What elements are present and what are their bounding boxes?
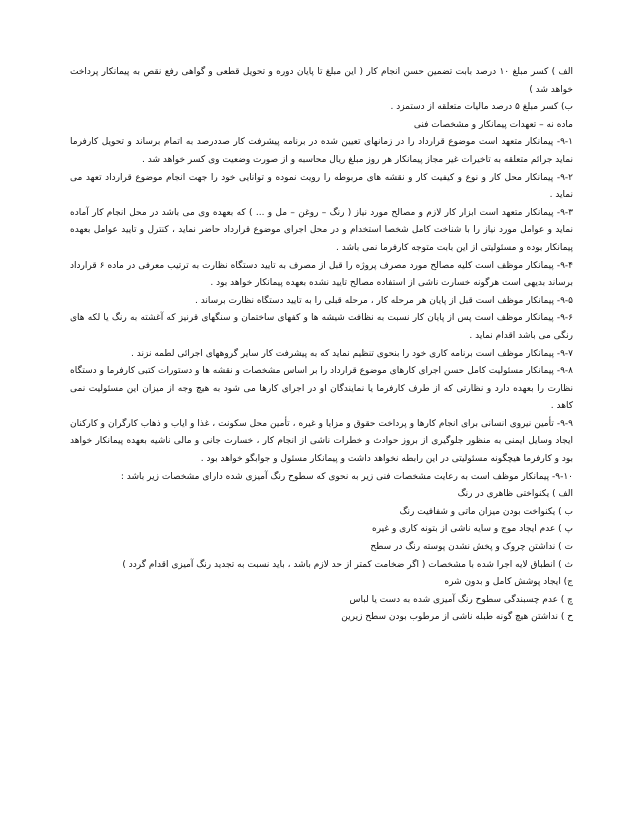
spec-item-che: چ ) عدم چسبندگی سطوح رنگ آمیزی شده به دست یا لباس	[349, 594, 573, 605]
clause-9-5: ۹-۵- پیمانکار موظف است قبل از پایان هر مرحله کار ، مرحله قبلی را به تایید دستگاه نظارت برساند .	[194, 295, 573, 306]
clause-9-3: ۹-۳- پیمانکار متعهد است ابزار کار لازم و مصالح مورد نیاز ( رنگ – روغن – مل و ... ) که بعهده وی می باشد در محل انجام کار آماده نماید و عوامل مورد نیاز را با شناخت کامل شخصا استخدام و در محل اجرای موضوع قرارداد حاضر نماید ، کنترل و تایید عوامل بعهده پیمانکار بوده و مسئولیتی از این بابت متوجه کارفرما نمی باشد .	[70, 207, 573, 253]
article-nine-heading: ماده نه – تعهدات پیمانکار و مشخصات فنی	[413, 119, 573, 130]
spec-item-be: ب ) یکنواخت بودن میزان ماتی و شفافیت رنگ	[399, 506, 573, 517]
spec-item-he: ح ) نداشتن هیچ گونه طبله ناشی از مرطوب بودن سطح زیرین	[341, 612, 573, 623]
spec-item-se: ث ) انطباق لایه اجرا شده با مشخصات ( اگر ضخامت کمتر از حد لازم باشد ، باید نسبت به تجدید رنگ آمیزی اقدام گردد )	[122, 559, 573, 570]
clause-9-1: ۹-۱- پیمانکار متعهد است موضوع قرارداد را در زمانهای تعیین شده در برنامه پیشرفت کار صددرصد به اتمام برساند و تحویل کارفرما نماید جرائم متعلقه به تاخیرات غیر مجاز پیمانکار هر روز مبلغ ریال محاسبه و از صورت وضعیت وی کسر خواهد شد .	[70, 137, 573, 165]
clause-9-7: ۹-۷- پیمانکار موظف است برنامه کاری خود را بنحوی تنظیم نماید که به پیشرفت کار سایر گروههای اجرائی لطمه نزند .	[131, 348, 573, 359]
paragraph-tax-deduction: ب) کسر مبلغ ۵ درصد مالیات متعلقه از دستمزد .	[390, 102, 573, 113]
clause-9-4: ۹-۴- پیمانکار موظف است کلیه مصالح مورد مصرف پروژه را قبل از مصرف به تایید دستگاه نظارت به ترتیب معرفی در ماده ۶ قرارداد برساند بدیهی است هرگونه خسارت ناشی از استفاده مصالح تایید نشده بعهده پیمانکار خواهد بود .	[70, 260, 573, 289]
document-body	[70, 64, 573, 627]
clause-9-9: ۹-۹- تأمین نیروی انسانی برای انجام کارها و پرداخت حقوق و مزایا و غیره ، تأمین محل سکونت ، غذا و ایاب و ذهاب کارگران و کارکنان ایجاد وسایل ایمنی به منظور جلوگیری از بروز حوادث و خطرات ناشی از انجام کار ، خسارت جانی و مالی ناشیه بعهده پیمانکار خواهد بود و کارفرما هیچگونه مسئولیتی در این رابطه نخواهد داشت و پیمانکار مسئول و جوابگو خواهد بود .	[70, 418, 573, 465]
spec-item-jim: ج) ایجاد پوشش کامل و بدون شره	[444, 577, 573, 588]
spec-item-te: ت ) نداشتن چروک و پخش نشدن پوسته رنگ در سطح	[370, 542, 573, 553]
spec-item-pe: پ ) عدم ایجاد موج و سایه ناشی از بتونه کاری و غیره	[372, 524, 573, 535]
clause-9-2: ۹-۲- پیمانکار محل کار و نوع و کیفیت کار و نقشه های مربوطه را رویت نموده و توانایی خود را جهت انجام موضوع قرارداد تعهد می نماید .	[70, 172, 573, 201]
spec-item-alef: الف ) یکنواختی ظاهری در رنگ	[457, 489, 573, 500]
clause-9-6: ۹-۶- پیمانکار موظف است پس از پایان کار نسبت به نظافت شیشه ها و کفهای ساختمان و سنگهای قرنیز که آغشته به رنگ یا لکه های رنگی می باشد اقدام نماید .	[70, 313, 573, 341]
clause-9-8: ۹-۸- پیمانکار مسئولیت کامل حسن اجرای کارهای موضوع قرارداد را بر اساس مشخصات و نقشه ها و دستورات کتبی کارفرما و دستگاه نظارت را بعهده دارد و نظارتی که از طرف کارفرما یا نمایندگان او در اجرای کارها می شود به هیچ وجه از میزان این مسئولیت نمی کاهد .	[70, 366, 573, 412]
clause-9-10: ۹-۱۰- پیمانکار موظف است به رعایت مشخصات فنی زیر به نحوی که سطوح رنگ آمیزی شده دارای مشخصات زیر باشد :	[120, 471, 573, 482]
paragraph-retention-deduction: الف ) کسر مبلغ ۱۰ درصد بابت تضمین حسن انجام کار ( این مبلغ تا پایان دوره و تحویل قطعی و گواهی رفع نقص به پیمانکار پرداخت خواهد شد )	[70, 67, 573, 95]
